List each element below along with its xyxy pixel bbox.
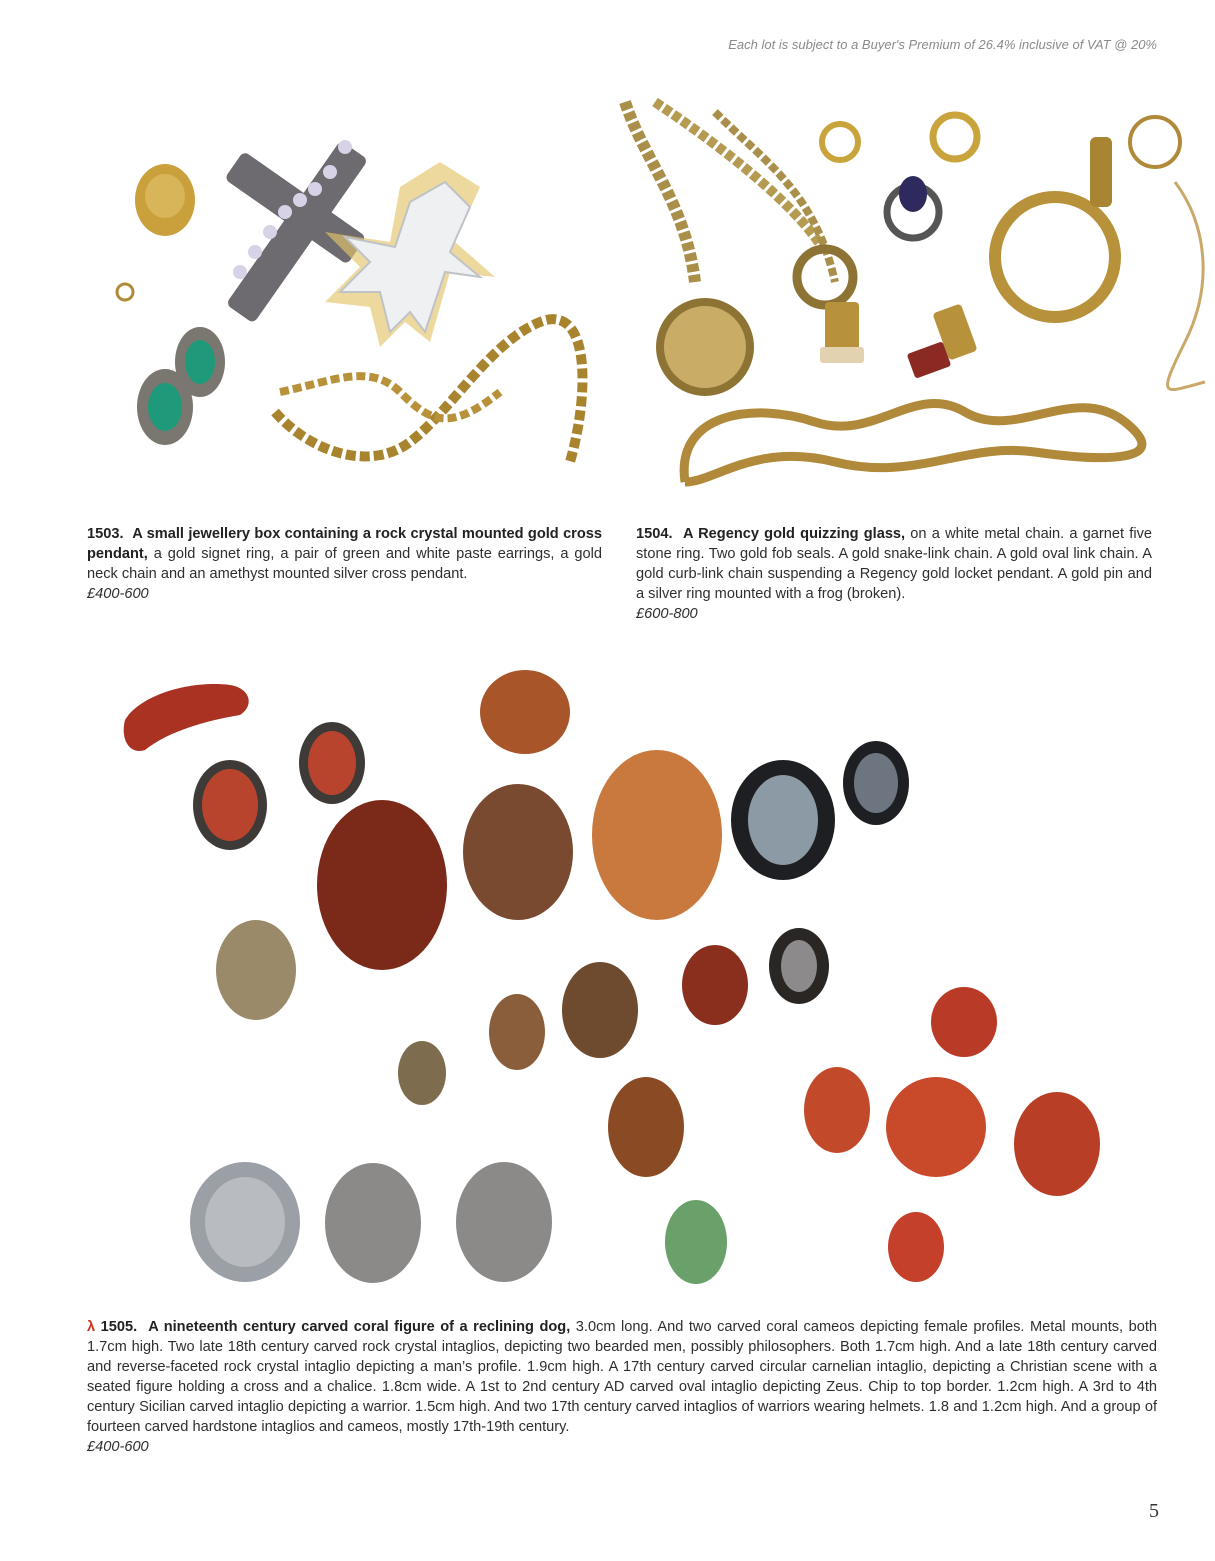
lot-1504-text bbox=[636, 524, 1152, 624]
lot-number: 1504. bbox=[636, 526, 673, 542]
lot-estimate: £400-600 bbox=[87, 1439, 149, 1455]
lot-description: a gold signet ring, a pair of green and white paste earrings, a gold neck chain and an amethyst mounted silver cross pendant. bbox=[87, 546, 602, 582]
lot-number: 1505. bbox=[100, 1319, 138, 1335]
lot-description: on a white metal chain. a garnet five stone ring. Two gold fob seals. A gold snake-link chain. A gold oval link chain. A gold curb-link chain suspending a Regency gold locket pendant. A gold pin and a silver ring mounted with a frog (broken). bbox=[636, 526, 1152, 602]
lot-1503-text bbox=[87, 524, 602, 604]
lot-estimate: £600-800 bbox=[636, 606, 698, 622]
lot-1505-photo bbox=[110, 660, 1110, 1290]
lot-number: 1503. bbox=[87, 526, 124, 542]
lot-estimate: £400-600 bbox=[87, 586, 149, 602]
lot-1504-photo bbox=[615, 82, 1215, 502]
page-number: 5 bbox=[1149, 1500, 1159, 1522]
lot-1503-photo bbox=[70, 92, 618, 500]
lot-description: 3.0cm long. And two carved coral cameos depicting female profiles. Metal mounts, both 1.7cm high. Two late 18th century carved rock crystal intaglios, depicting two bearded men, possibly philosophers. Both 1.7cm high. And a late 18th century carved and reverse-faceted rock crystal intaglio depicting a man’s profile. 1.9cm high. A 17th century carved circular carnelian intaglio, depicting a Christian scene with a seated figure holding a cross and a chalice. 1.8cm wide. A 1st to 2nd century AD carved oval intaglio depicting Zeus. Chip to top border. 1.2cm high. A 3rd to 4th century Sicilian carved intaglio depicting a warrior. 1.5cm high. And two 17th century carved intaglios of warriors wearing helmets. 1.8 and 1.2cm high. And a group of fourteen carved hardstone intaglios and cameos, mostly 17th-19th century. bbox=[87, 1319, 1158, 1435]
lot-title: A small jewellery box containing a rock crystal mounted gold cross pendant, bbox=[87, 526, 603, 562]
lot-title: A nineteenth century carved coral figure of a reclining dog, bbox=[148, 1319, 571, 1335]
lot-1505-text bbox=[87, 1317, 1157, 1457]
lot-title: A Regency gold quizzing glass, bbox=[682, 526, 906, 542]
buyers-premium-note: Each lot is subject to a Buyer's Premium of 26.4% inclusive of VAT @ 20% bbox=[728, 37, 1157, 52]
lambda-symbol: λ bbox=[87, 1319, 96, 1335]
